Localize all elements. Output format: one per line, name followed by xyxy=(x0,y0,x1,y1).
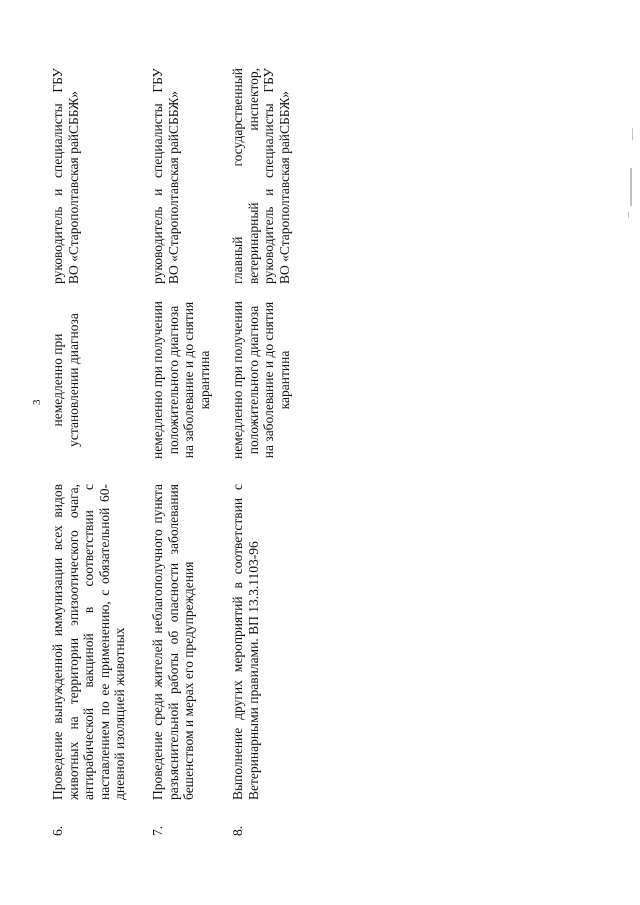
row-number: 8. xyxy=(230,825,245,836)
scan-artifact xyxy=(630,168,632,206)
rotated-document-page xyxy=(31,50,350,840)
table-row xyxy=(50,50,150,840)
page-number: 3 xyxy=(31,399,43,405)
row-number: 6. xyxy=(50,825,65,836)
deadline: немедленно при получении положительного диагноза на заболевание и до снятия карантина xyxy=(230,300,292,460)
scan-artifact xyxy=(628,212,629,218)
row-number: 7. xyxy=(150,825,165,836)
scan-artifact xyxy=(632,128,633,140)
table-row xyxy=(150,50,230,840)
measures-table xyxy=(50,50,310,840)
measure-description: Проведение вынужденной иммунизации всех видов животных на территории эпизоотического очага, антирабической вакциной в соответствии с наставлением по ее применению, с обязательной 60-дневной изоляцией животных xyxy=(50,484,127,800)
responsible-party: руководитель и специалисты ГБУ ВО «Старополтавская райСББЖ» xyxy=(150,68,181,284)
measure-description: Проведение среди жителей неблагополучного пункта разъяснительной работы об опасности заболевания бешенством и мерах его предупреждения xyxy=(150,484,196,800)
table-row xyxy=(230,50,310,840)
responsible-party: главный государственный ветеринарный инспектор, руководитель и специалисты ГБУ ВО «Старополтавская райСББЖ» xyxy=(230,68,292,284)
deadline: немедленно при получении положительного диагноза на заболевание и до снятия карантина xyxy=(150,300,212,460)
measure-description: Выполнение других мероприятий в соответствии с Ветеринарными правилами. ВП 13.3.1103-96 xyxy=(230,484,261,800)
deadline: немедленно при установлении диагноза xyxy=(50,313,81,447)
responsible-party: руководитель и специалисты ГБУ ВО «Старополтавская райСББЖ» xyxy=(50,68,81,284)
